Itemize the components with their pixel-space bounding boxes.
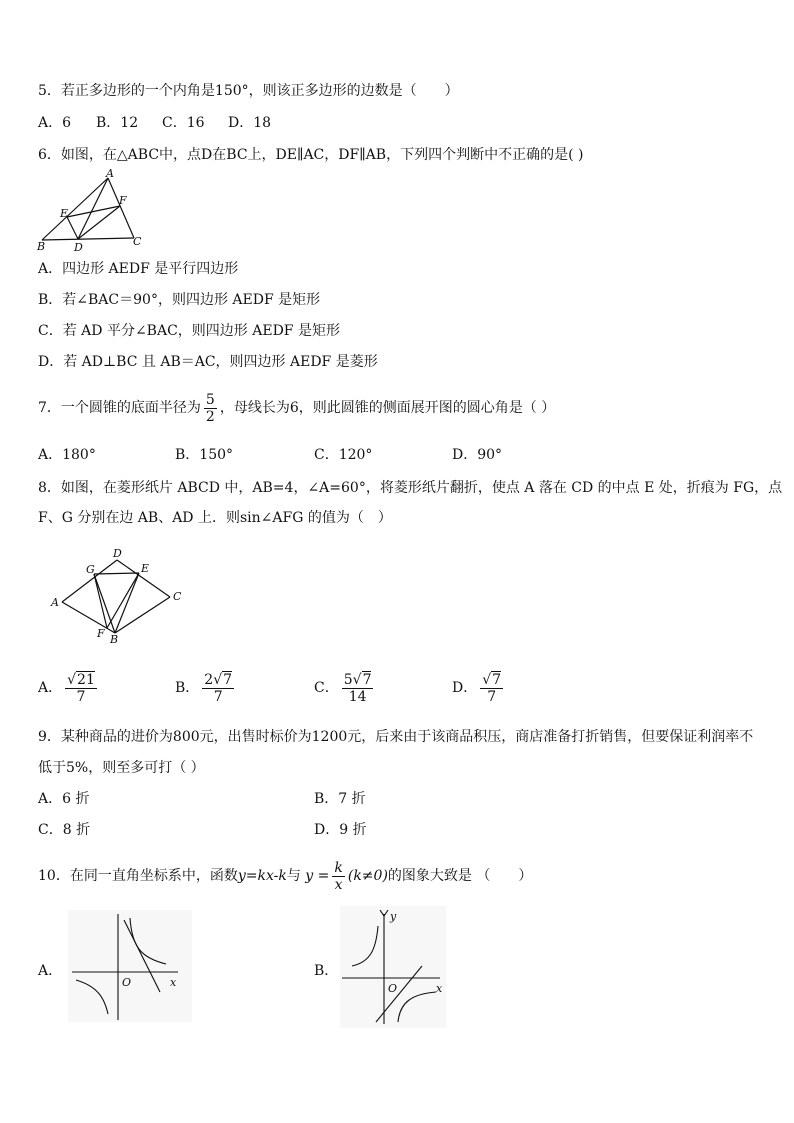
label-c: C	[173, 590, 182, 603]
label-a: A	[106, 168, 114, 180]
q8-option-d	[452, 668, 506, 708]
q8-stem-line2: F、G 分别在边 AB、AD 上．则sin∠AFG 的值为（ ）	[38, 510, 392, 526]
q10-option-a-graph	[68, 910, 192, 1022]
denominator: 7	[65, 688, 97, 705]
q5-option-d: D．18	[228, 115, 272, 131]
q8-option-c	[314, 668, 376, 708]
denominator: 7	[480, 688, 503, 705]
coef: 2	[204, 671, 214, 688]
q7-option-d: D．90°	[452, 447, 503, 463]
q8-option-a-label: A．	[38, 680, 63, 696]
q8-option-d-frac: $\frac{√7}{7}$	[482, 671, 502, 705]
denominator: 14	[342, 688, 374, 705]
q6-option-b: B．若∠BAC＝90°，则四边形 AEDF 是矩形	[38, 292, 321, 308]
q7-frac-den: 2	[205, 408, 215, 425]
x-axis-label: x	[170, 976, 177, 989]
label-d: D	[113, 547, 122, 560]
q6-triangle-figure	[34, 168, 150, 252]
q8-stem-line1: 8．如图，在菱形纸片 ABCD 中，AB=4，∠A=60°，将菱形纸片翻折，使点 A 落在 CD 的中点 E 处，折痕为 FG，点	[38, 480, 783, 496]
q5-stem: 5．若正多边形的一个内角是150°，则该正多边形的边数是（ ）	[38, 83, 459, 99]
q10-linear-function: y=kx-k	[237, 868, 287, 884]
q8-option-a	[38, 668, 100, 708]
q6-stem: 6．如图，在△ABC中，点D在BC上，DE∥AC，DF∥AB，下列四个判断中不正确的是( )	[38, 147, 584, 163]
q9-option-a: A．6 折	[38, 791, 90, 807]
q7-stem-after: ，母线长为6，则此圆锥的侧面展开图的圆心角是（ ）	[219, 400, 556, 416]
q10-condition: (k≠0)	[347, 868, 388, 884]
x-axis-label: x	[436, 982, 443, 995]
q8-option-a-frac: $\frac{√21}{7}$	[67, 671, 95, 705]
q7-stem	[38, 388, 555, 428]
q10-y-equals: y =	[305, 868, 330, 884]
label-b: B	[110, 633, 119, 646]
q10-frac-den: x	[332, 876, 344, 893]
label-g: G	[86, 563, 95, 576]
q10-frac-num: k	[334, 859, 343, 876]
coef: 5	[343, 671, 353, 688]
side-bc	[42, 238, 134, 240]
side-ab	[42, 178, 108, 240]
q10-option-b-graph	[340, 906, 446, 1028]
origin-label: O	[122, 976, 132, 989]
q10-stem-before: 10．在同一直角坐标系中，函数	[38, 868, 238, 884]
segment-ad	[78, 178, 108, 239]
q9-option-b: B．7 折	[314, 791, 366, 807]
q10-option-b-label: B．	[314, 963, 339, 979]
radicand: 21	[77, 671, 95, 688]
q8-option-c-label: C．	[314, 680, 339, 696]
q7-stem-before: 7．一个圆锥的底面半径为	[38, 400, 201, 416]
q10-stem-after: 的图象大致是 （ ）	[387, 868, 533, 884]
q5-option-b: B．12	[96, 115, 139, 131]
fold-gf	[94, 574, 107, 628]
q9-stem-line1: 9．某种商品的进价为800元，出售时标价为1200元，后来由于该商品积压，商店准备打折销售，但要保证利润率不	[38, 729, 754, 745]
label-b: B	[37, 240, 46, 252]
side-cb	[115, 597, 170, 633]
q8-rhombus-figure	[48, 542, 188, 646]
side-ab	[62, 602, 115, 633]
label-a: A	[51, 596, 59, 609]
label-d: D	[74, 241, 83, 252]
y-axis-label: y	[390, 910, 397, 923]
radicand: 7	[492, 671, 502, 688]
q8-option-b	[175, 668, 237, 708]
q7-frac-num: 5	[205, 391, 215, 408]
q9-option-c: C．8 折	[38, 822, 91, 838]
label-e: E	[60, 207, 69, 220]
origin-label: O	[388, 982, 398, 995]
q8-option-c-frac: $\frac{5√7}{14}$	[343, 671, 372, 705]
q7-option-b: B．150°	[175, 447, 234, 463]
q10-fraction	[332, 860, 344, 893]
q10-stem	[38, 856, 532, 896]
segment-eb	[115, 573, 139, 633]
q10-conjunction: 与	[286, 868, 301, 884]
label-c: C	[133, 235, 142, 248]
radicand: 7	[362, 671, 372, 688]
q7-option-a: A．180°	[38, 447, 96, 463]
q5-option-a: A．6	[38, 115, 72, 131]
q7-option-c: C．120°	[314, 447, 373, 463]
q6-option-c: C．若 AD 平分∠BAC，则四边形 AEDF 是矩形	[38, 323, 340, 339]
q7-fraction	[204, 392, 217, 425]
segment-gb	[94, 574, 115, 633]
q8-option-b-label: B．	[175, 680, 200, 696]
q10-option-a-label: A．	[38, 963, 63, 979]
q8-option-b-frac: $\frac{2√7}{7}$	[204, 671, 233, 705]
label-f: F	[119, 194, 127, 207]
radicand: 7	[223, 671, 233, 688]
q6-option-a: A．四边形 AEDF 是平行四边形	[38, 261, 239, 277]
segment-de	[67, 217, 78, 239]
denominator: 7	[202, 688, 234, 705]
q8-option-d-label: D．	[452, 680, 478, 696]
q9-stem-line2: 低于5%，则至多可打（ ）	[38, 760, 205, 776]
q9-option-d: D．9 折	[314, 822, 367, 838]
label-e: E	[141, 562, 150, 575]
q5-option-c: C．16	[162, 115, 205, 131]
q6-option-d: D．若 AD⊥BC 且 AB＝AC，则四边形 AEDF 是菱形	[38, 354, 378, 370]
label-f: F	[97, 627, 105, 640]
